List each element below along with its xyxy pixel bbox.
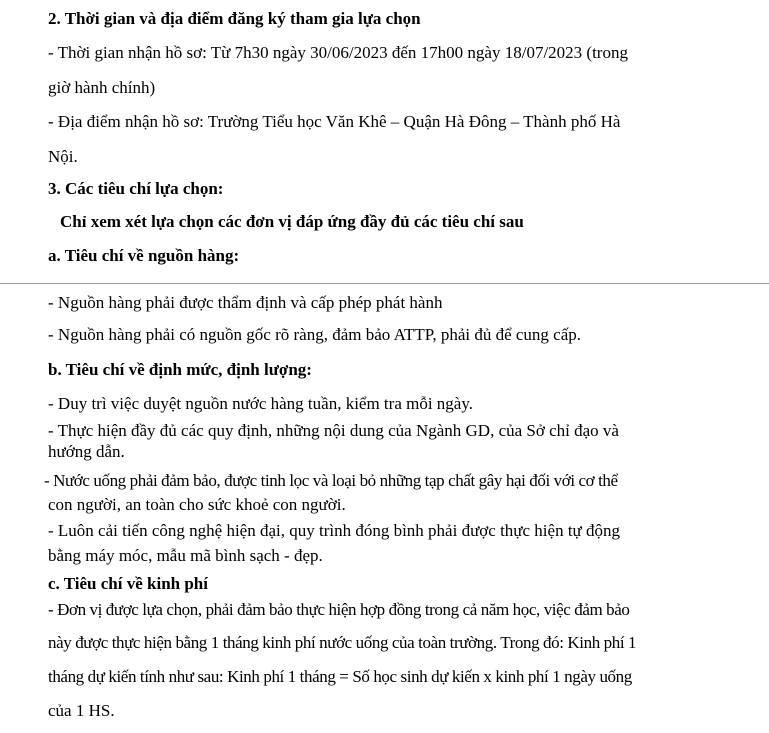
criteria-c-line-3: tháng dự kiến tính như sau: Kinh phí 1 tháng = Số học sinh dự kiến x kinh phí 1 ngày uống xyxy=(48,667,632,686)
receive-time-line-2: giờ hành chính) xyxy=(48,78,156,97)
section-3-heading: 3. Các tiêu chí lựa chọn: xyxy=(48,179,224,198)
criteria-c-line-4: của 1 HS. xyxy=(48,701,115,720)
criteria-c-line-2: này được thực hiện bằng 1 tháng kinh phí nước uống của toàn trường. Trong đó: Kinh phí 1 xyxy=(48,633,637,652)
criteria-intro: Chỉ xem xét lựa chọn các đơn vị đáp ứng đầy đủ các tiêu chí sau xyxy=(60,212,524,231)
receive-place-line-1: - Địa điểm nhận hồ sơ: Trường Tiểu học Văn Khê – Quận Hà Đông – Thành phố Hà xyxy=(48,112,621,131)
criteria-c-heading: c. Tiêu chí về kinh phí xyxy=(48,574,208,593)
page-divider xyxy=(0,283,769,284)
criteria-c-line-1: - Đơn vị được lựa chọn, phải đảm bảo thực hiện hợp đồng trong cả năm học, việc đảm bảo xyxy=(48,600,630,619)
criteria-b-item-4-line-1: - Luôn cải tiến công nghệ hiện đại, quy trình đóng bình phải được thực hiện tự động xyxy=(48,521,621,540)
criteria-b-item-4-line-2: bằng máy móc, mẫu mã bình sạch - đẹp. xyxy=(48,546,323,565)
section-2-heading: 2. Thời gian và địa điểm đăng ký tham gia lựa chọn xyxy=(48,9,421,28)
criteria-b-item-3-line-1: - Nước uống phải đảm bảo, được tinh lọc và loại bỏ những tạp chất gây hại đối với cơ thể xyxy=(44,471,618,490)
criteria-b-item-2-line-2: hướng dẫn. xyxy=(48,442,125,461)
receive-place-line-2: Nội. xyxy=(48,147,78,166)
criteria-b-item-3-line-2: con người, an toàn cho sức khoẻ con người. xyxy=(48,495,346,514)
criteria-b-item-1: - Duy trì việc duyệt nguồn nước hàng tuần, kiểm tra mỗi ngày. xyxy=(48,394,473,413)
criteria-a-item-1: - Nguồn hàng phải được thẩm định và cấp phép phát hành xyxy=(48,293,443,312)
criteria-a-heading: a. Tiêu chí về nguồn hàng: xyxy=(48,246,240,265)
criteria-a-item-2: - Nguồn hàng phải có nguồn gốc rõ ràng, đảm bảo ATTP, phải đủ để cung cấp. xyxy=(48,325,582,344)
receive-time-line-1: - Thời gian nhận hồ sơ: Từ 7h30 ngày 30/06/2023 đến 17h00 ngày 18/07/2023 (trong xyxy=(48,43,628,62)
criteria-b-item-2-line-1: - Thực hiện đầy đủ các quy định, những nội dung của Ngành GD, của Sở chỉ đạo và xyxy=(48,421,619,440)
criteria-b-heading: b. Tiêu chí về định mức, định lượng: xyxy=(48,360,312,379)
